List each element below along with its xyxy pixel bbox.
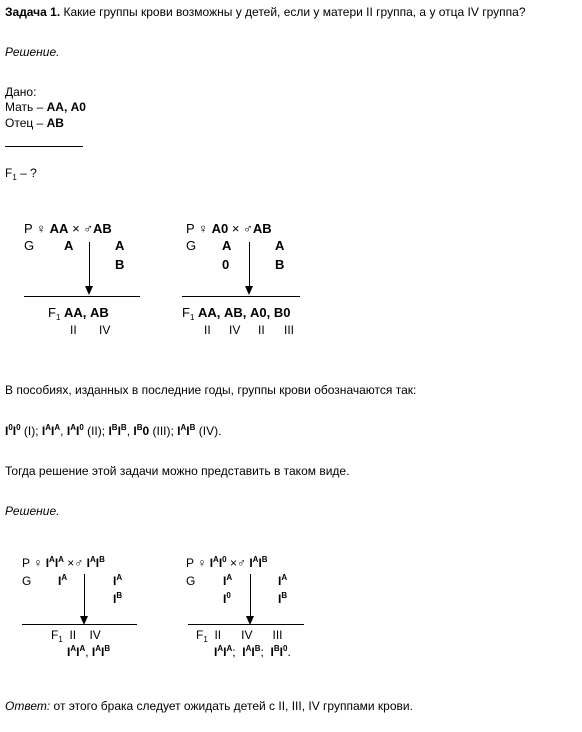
scheme2-right-offspring: $F_1$ II IV III bbox=[196, 628, 283, 644]
scheme2-right-rule bbox=[188, 624, 304, 625]
female-icon: ♀ bbox=[198, 221, 209, 236]
given-mother bbox=[5, 100, 86, 115]
cross-icon: × bbox=[229, 556, 237, 570]
scheme1-left-group-2: IV bbox=[99, 323, 111, 337]
scheme1-right-parents: P ♀ А0 × ♂АВ bbox=[186, 221, 272, 236]
given-label: Дано: bbox=[5, 85, 37, 99]
scheme2-left-father-gamete-1: $I^A$ bbox=[113, 573, 123, 588]
scheme1-right-mother-gamete-1: А bbox=[222, 238, 232, 253]
scheme2-right-arrow-line bbox=[250, 574, 251, 616]
scheme1-left-father-gamete-2: В bbox=[115, 257, 125, 272]
given-divider bbox=[5, 146, 83, 147]
male-icon: ♂ bbox=[83, 221, 94, 236]
scheme1-right-G: G bbox=[186, 238, 197, 253]
scheme1-left-mother-gamete: А bbox=[64, 238, 74, 253]
male-icon: ♂ bbox=[74, 556, 84, 570]
scheme1-right-arrow-line bbox=[249, 242, 250, 286]
male-icon: ♂ bbox=[236, 556, 246, 570]
arrow-down-icon bbox=[245, 286, 253, 295]
mother-label: Мать – bbox=[5, 100, 47, 114]
scheme1-right-father-gamete-2: В bbox=[275, 257, 285, 272]
scheme2-right-father-gamete-1: $I^A$ bbox=[278, 573, 288, 588]
scheme1-right-rule bbox=[182, 296, 300, 297]
find-line: $F_1$ – ? bbox=[5, 166, 37, 182]
answer-label: Ответ: bbox=[5, 699, 51, 713]
scheme1-right-mother-gamete-2: 0 bbox=[222, 257, 230, 272]
mother-genotype: АА, А0 bbox=[46, 100, 86, 114]
then-text: Тогда решение этой задачи можно представить в таком виде. bbox=[5, 464, 350, 478]
given-father bbox=[5, 116, 64, 131]
scheme2-left-mother-gamete: $I^A$ bbox=[58, 573, 68, 588]
scheme1-right-group-2: IV bbox=[229, 323, 241, 337]
scheme1-left-G: G bbox=[24, 238, 35, 253]
notation-line: $I^0I^0$ (I); $I^AI^A$, $I^AI^0$ (II); $I^BI^B$, $I^B0$ (III); $I^AI^B$ (IV). bbox=[5, 423, 222, 438]
female-icon: ♀ bbox=[197, 556, 207, 570]
task-heading bbox=[5, 5, 526, 20]
scheme2-left-G: G bbox=[22, 574, 32, 588]
scheme1-left-parents: P ♀ АА × ♂АВ bbox=[24, 221, 112, 236]
father-label: Отец – bbox=[5, 116, 47, 130]
solution-label-2: Решение. bbox=[5, 504, 60, 518]
task-title: Задача 1. bbox=[5, 5, 61, 19]
female-icon: ♀ bbox=[33, 556, 43, 570]
cross-icon: × bbox=[231, 221, 240, 236]
scheme1-left-rule bbox=[24, 296, 140, 297]
scheme1-right-group-1: II bbox=[204, 323, 211, 337]
scheme2-left-arrow-line bbox=[84, 574, 85, 616]
scheme1-left-father-gamete-1: А bbox=[115, 238, 125, 253]
scheme2-right-genotypes: $I^AI^A$; $I^AI^B$; $I^BI^0$. bbox=[214, 644, 291, 659]
scheme2-right-G: G bbox=[186, 574, 196, 588]
answer-text: от этого брака следует ожидать детей с II, III, IV группами крови. bbox=[50, 699, 413, 713]
scheme1-left-arrow-line bbox=[89, 242, 90, 286]
scheme2-right-mother-gamete-2: $I^0$ bbox=[223, 591, 231, 606]
solution-label: Решение. bbox=[5, 45, 60, 59]
father-genotype: АВ bbox=[46, 116, 64, 130]
scheme2-left-rule bbox=[22, 624, 137, 625]
task-question: Какие группы крови возможны у детей, если у матери II группа, а у отца IV группа? bbox=[63, 5, 526, 19]
answer-line bbox=[5, 699, 413, 714]
scheme2-right-parents: P ♀ $I^AI^0$ ×♂ $I^AI^B$ bbox=[186, 555, 268, 570]
scheme2-right-mother-gamete-1: $I^A$ bbox=[223, 573, 233, 588]
cross-icon: × bbox=[72, 221, 80, 236]
scheme1-right-group-3: II bbox=[258, 323, 265, 337]
cross-icon: × bbox=[67, 556, 75, 570]
scheme1-right-father-gamete-1: А bbox=[275, 238, 285, 253]
arrow-down-icon bbox=[85, 286, 93, 295]
scheme2-left-parents: P ♀ $I^AI^A$ ×♂ $I^AI^B$ bbox=[22, 555, 105, 570]
scheme1-left-offspring: $F_1$ АА, АВ bbox=[48, 305, 109, 322]
female-icon: ♀ bbox=[36, 221, 47, 236]
scheme2-left-genotypes: $I^AI^A$, $I^AI^B$ bbox=[67, 644, 111, 659]
male-icon: ♂ bbox=[243, 221, 253, 236]
scheme1-left-group-1: II bbox=[70, 323, 77, 337]
scheme1-right-group-4: III bbox=[284, 323, 295, 337]
scheme2-left-father-gamete-2: $I^B$ bbox=[113, 591, 123, 606]
scheme2-left-offspring: $F_1$ II IV bbox=[51, 628, 101, 644]
manuals-text: В пособиях, изданных в последние годы, группы крови обозначаются так: bbox=[5, 383, 417, 397]
scheme2-right-father-gamete-2: $I^B$ bbox=[278, 591, 288, 606]
scheme1-right-offspring: $F_1$ АА, АВ, А0, В0 bbox=[182, 305, 291, 322]
